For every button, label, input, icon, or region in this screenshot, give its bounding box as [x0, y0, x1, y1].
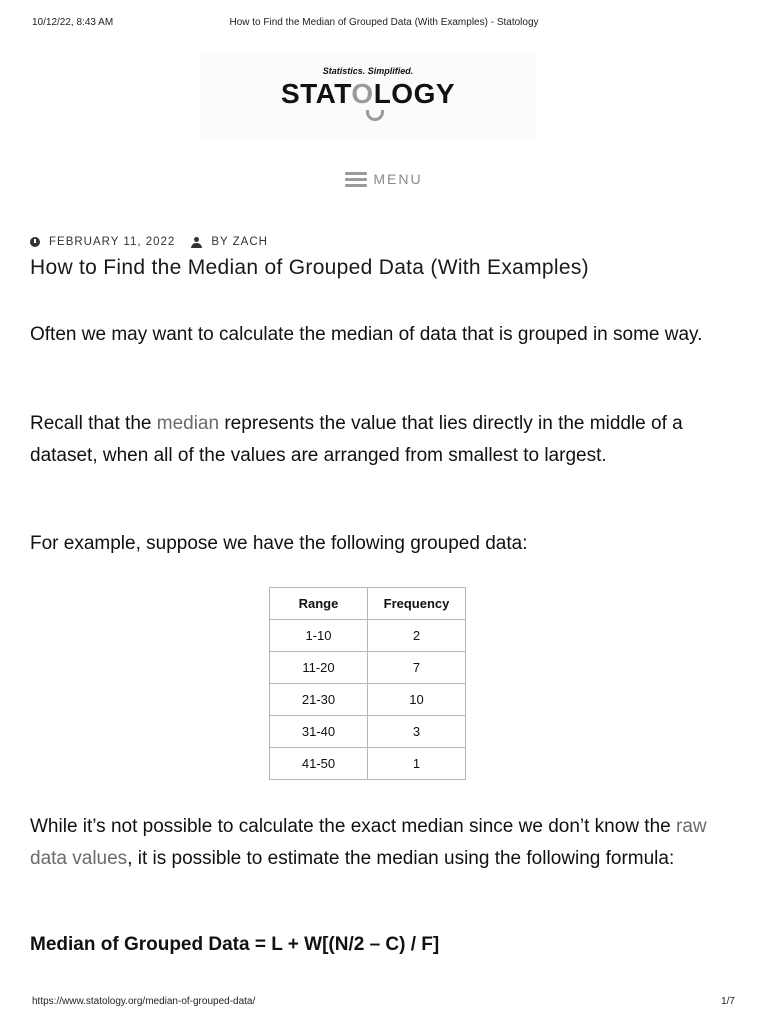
site-tagline: Statistics. Simplified. [322, 66, 414, 76]
frequency-cell: 1 [368, 748, 466, 780]
paragraph-example: For example, suppose we have the following grouped data: [30, 533, 528, 554]
site-logo[interactable] [200, 52, 536, 140]
user-icon [191, 237, 202, 248]
print-page-title: How to Find the Median of Grouped Data (With Examples) - Statology [229, 17, 539, 28]
paragraph-median-definition [30, 408, 710, 472]
print-url: https://www.statology.org/median-of-grouped-data/ [32, 996, 256, 1007]
table-row [270, 716, 466, 748]
p2-text-before: Recall that the [30, 413, 157, 434]
print-datetime: 10/12/22, 8:43 AM [32, 17, 114, 28]
post-title: How to Find the Median of Grouped Data (With Examples) [30, 256, 589, 279]
logo-wordmark [200, 78, 536, 110]
header-range: Range [270, 588, 368, 620]
post-meta [30, 236, 268, 248]
logo-right: LOGY [373, 78, 456, 109]
p4-text-before: While it’s not possible to calculate the exact median since we don’t know the [30, 816, 676, 837]
header-frequency: Frequency [368, 588, 466, 620]
frequency-cell: 10 [368, 684, 466, 716]
print-page-number: 1/7 [721, 996, 735, 1007]
menu-label: MENU [373, 171, 423, 187]
range-cell: 31-40 [270, 716, 368, 748]
range-cell: 1-10 [270, 620, 368, 652]
paragraph-intro: Often we may want to calculate the median of data that is grouped in some way. [30, 324, 703, 345]
hamburger-icon [345, 172, 367, 188]
clock-icon [30, 237, 40, 247]
menu-button[interactable] [0, 171, 768, 188]
post-author[interactable]: BY ZACH [211, 236, 268, 248]
median-link[interactable]: median [156, 413, 220, 434]
table-row [270, 748, 466, 780]
post-date[interactable]: FEBRUARY 11, 2022 [49, 236, 176, 248]
frequency-cell: 3 [368, 716, 466, 748]
range-cell: 11-20 [270, 652, 368, 684]
frequency-cell: 7 [368, 652, 466, 684]
grouped-data-table [269, 587, 466, 780]
p2-text-after: represents the value that lies directly in the middle of a dataset, when all of the values are arranged from smallest to largest. [30, 413, 683, 466]
paragraph-estimate [30, 811, 710, 875]
p4-text-after: , it is possible to estimate the median using the following formula: [127, 848, 675, 869]
range-cell: 21-30 [270, 684, 368, 716]
range-cell: 41-50 [270, 748, 368, 780]
frequency-cell: 2 [368, 620, 466, 652]
table-row [270, 620, 466, 652]
logo-left: STAT [280, 78, 352, 109]
table-row [270, 652, 466, 684]
logo-drop-icon [366, 110, 384, 121]
median-formula: Median of Grouped Data = L + W[(N/2 – C) / F] [30, 934, 440, 955]
table-row [270, 684, 466, 716]
raw-data-values-link[interactable]: raw data values [30, 816, 707, 869]
logo-accent: O [351, 78, 374, 109]
table-header-row [270, 588, 466, 620]
print-header [0, 17, 768, 31]
